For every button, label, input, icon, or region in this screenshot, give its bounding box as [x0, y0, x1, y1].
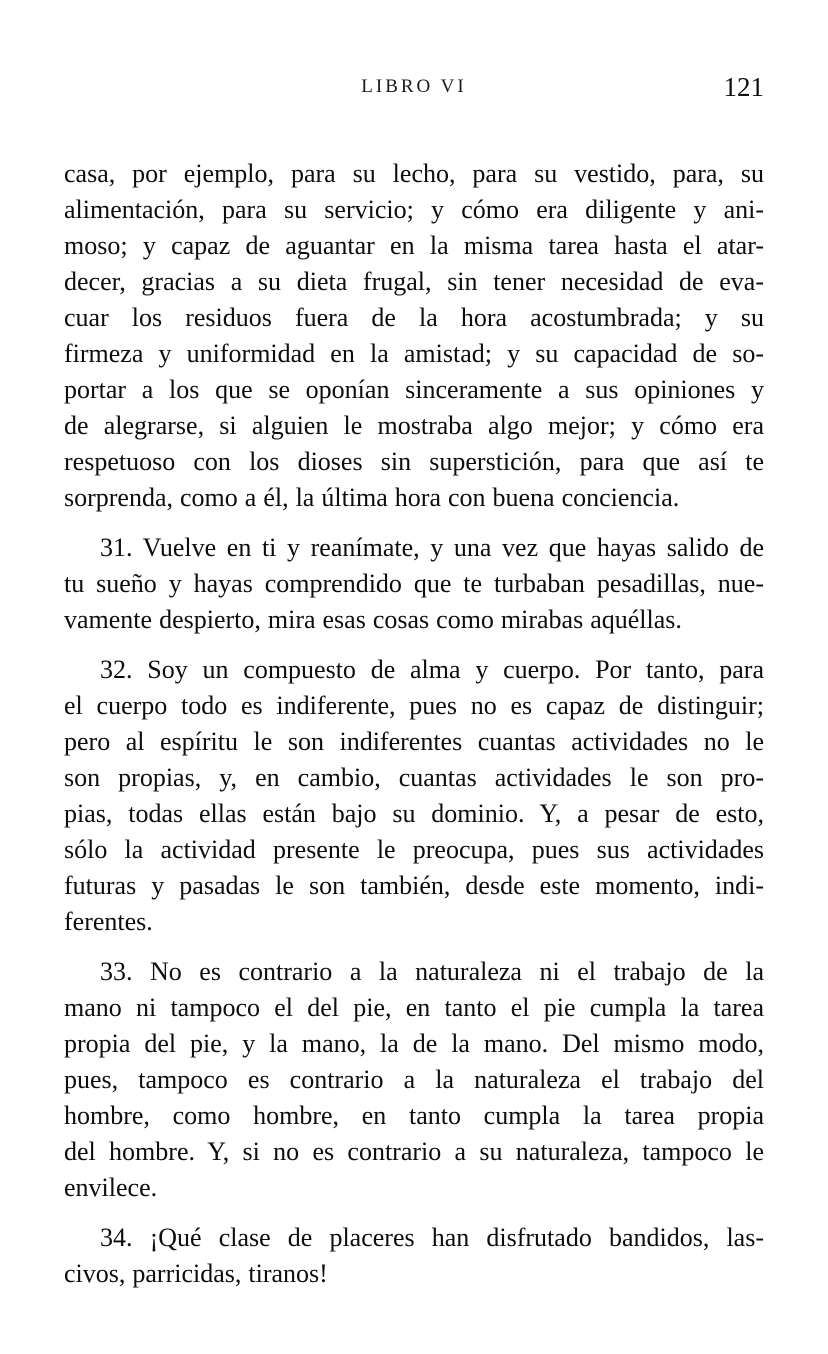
- text-line: 32. Soy un compuesto de alma y cuerpo. Por tanto, para: [100, 655, 764, 684]
- text-line: mano ni tampoco el del pie, en tanto el pie cumpla la tarea: [64, 993, 764, 1022]
- paragraph: [64, 156, 764, 516]
- text-line: decer, gracias a su dieta frugal, sin tener necesidad de eva-: [64, 267, 764, 296]
- text-line: envilece.: [64, 1173, 158, 1202]
- text-line: alimentación, para su servicio; y cómo era diligente y ani-: [64, 195, 764, 224]
- paragraph: [64, 1220, 764, 1292]
- text-line: moso; y capaz de aguantar en la misma tarea hasta el atar-: [64, 231, 764, 260]
- text-line: respetuoso con los dioses sin superstición, para que así te: [64, 447, 764, 476]
- text-line: cuar los residuos fuera de la hora acostumbrada; y su: [64, 303, 764, 332]
- text-line: de alegrarse, si alguien le mostraba algo mejor; y cómo era: [64, 411, 764, 440]
- text-line: 34. ¡Qué clase de placeres han disfrutado bandidos, las-: [100, 1223, 764, 1252]
- running-title: LIBRO VI: [361, 76, 467, 97]
- text-line: tu sueño y hayas comprendido que te turbaban pesadillas, nue-: [64, 569, 764, 598]
- text-line: portar a los que se oponían sinceramente a sus opiniones y: [64, 375, 764, 404]
- text-line: pues, tampoco es contrario a la naturaleza el trabajo del: [64, 1065, 764, 1094]
- text-line: pero al espíritu le son indiferentes cuantas actividades no le: [64, 727, 764, 756]
- text-line: del hombre. Y, si no es contrario a su naturaleza, tampoco le: [64, 1137, 764, 1166]
- running-header: [64, 72, 764, 106]
- text-line: 31. Vuelve en ti y reanímate, y una vez que hayas salido de: [100, 533, 764, 562]
- text-line: son propias, y, en cambio, cuantas actividades le son pro-: [64, 763, 764, 792]
- paragraph: [64, 530, 764, 638]
- text-line: civos, parricidas, tiranos!: [64, 1259, 328, 1288]
- paragraph: [64, 652, 764, 940]
- text-block: [64, 156, 764, 1292]
- text-line: pias, todas ellas están bajo su dominio. Y, a pesar de esto,: [64, 799, 764, 828]
- page-number: 121: [723, 72, 764, 102]
- paragraph: [64, 954, 764, 1206]
- text-line: firmeza y uniformidad en la amistad; y su capacidad de so-: [64, 339, 764, 368]
- text-line: propia del pie, y la mano, la de la mano. Del mismo modo,: [64, 1029, 764, 1058]
- text-line: vamente despierto, mira esas cosas como mirabas aquéllas.: [64, 605, 682, 634]
- text-line: hombre, como hombre, en tanto cumpla la tarea propia: [64, 1101, 764, 1130]
- text-line: casa, por ejemplo, para su lecho, para su vestido, para, su: [64, 159, 764, 188]
- text-line: sólo la actividad presente le preocupa, pues sus actividades: [64, 835, 764, 864]
- text-line: ferentes.: [64, 907, 153, 936]
- text-line: el cuerpo todo es indiferente, pues no es capaz de distinguir;: [64, 691, 764, 720]
- text-line: sorprenda, como a él, la última hora con buena conciencia.: [64, 483, 680, 512]
- text-line: futuras y pasadas le son también, desde este momento, indi-: [64, 871, 764, 900]
- text-line: 33. No es contrario a la naturaleza ni el trabajo de la: [100, 957, 764, 986]
